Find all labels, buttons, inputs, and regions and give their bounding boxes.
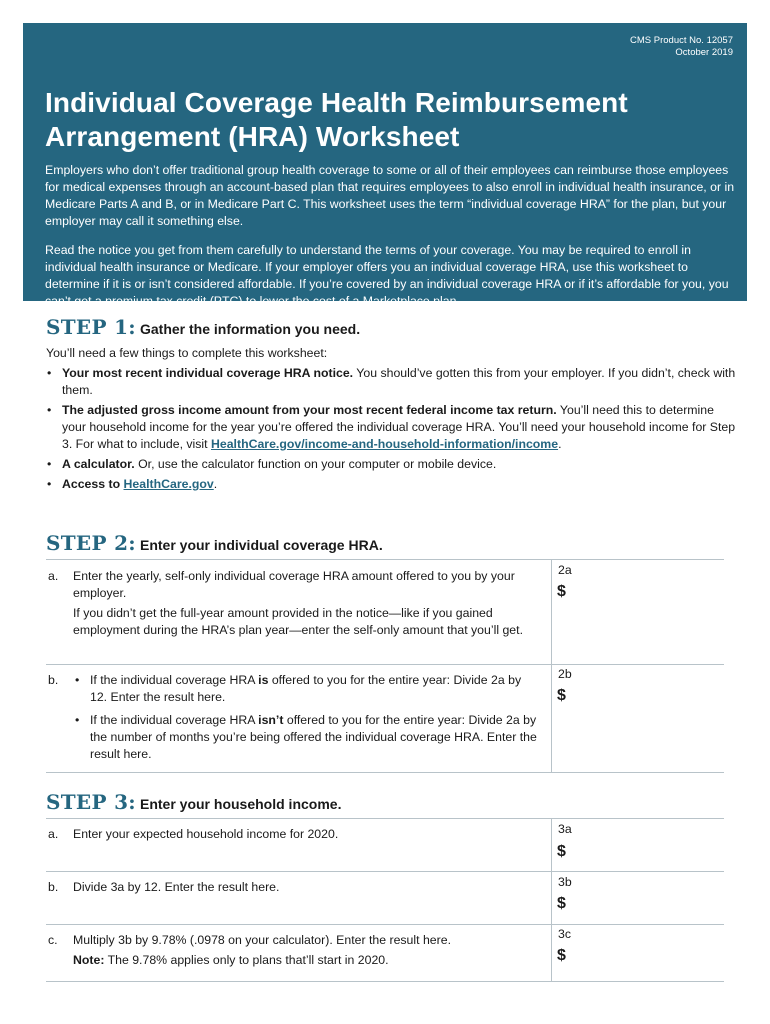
list-item: • Your most recent individual coverage HRA notice. You should’ve gotten this from your employer. If you didn’t, check with them. — [46, 365, 736, 399]
list-item: • The adjusted gross income amount from your most recent federal income tax return. You’ll need this to determine your household income for the year you’re offered the individual coverage HRA. You’ll need your household income for Step 3. For what to include, visit HealthCare.gov/income-and-household-information/income. — [46, 402, 736, 453]
page-title: Individual Coverage Health Reimbursement Arrangement (HRA) Worksheet — [45, 87, 628, 152]
header-banner — [23, 23, 747, 308]
divider — [46, 981, 724, 982]
list-item: • Access to HealthCare.gov. — [46, 476, 736, 493]
divider — [46, 559, 724, 560]
product-number: CMS Product No. 12057 — [630, 35, 733, 46]
intro-paragraph-1: Employers who don’t offer traditional group health coverage to some or all of their employees can reimburse those employees for medical expenses through an account-based plan that requires employees to also enroll in individual health insurance, or in Medicare Parts A and B, or in Medicare Part C. This worksheet uses the term “individual coverage HRA” for the plan, but your employer may call it something else. — [45, 163, 735, 228]
step2-row-b: b. • If the individual coverage HRA is offered to you for the entire year: Divide 2a by 12. Enter the result here. • If the individual coverage HRA isn’t offered to you for the entire year: Divide 2a by the number of months you’re being offered the individual coverage HRA. Enter the result here. — [48, 672, 538, 769]
step1-number: STEP 1: — [46, 315, 136, 339]
divider — [46, 818, 724, 819]
box-2b-input[interactable]: $ — [557, 687, 566, 704]
box-3a-input[interactable]: $ — [557, 843, 566, 860]
column-divider — [551, 559, 552, 773]
box-3a-label: 3a — [558, 822, 572, 836]
product-info — [630, 35, 733, 59]
divider — [46, 924, 724, 925]
step2-number: STEP 2: — [46, 531, 136, 555]
step3-row-c: c. Multiply 3b by 9.78% (.0978 on your calculator). Enter the result here. Note: The 9.78% applies only to plans that’ll start in 2020. — [48, 933, 451, 967]
step3-heading — [46, 790, 341, 814]
step3-row-a: a. Enter your expected household income for 2020. — [48, 827, 339, 841]
step2-row-a: a. Enter the yearly, self-only individual coverage HRA amount offered to you by your employer. If you didn’t get the full-year amount provided in the notice—like if you gained employment during the HRA’s plan year—enter the self-only amount that you’ll get. — [48, 569, 523, 637]
column-divider — [551, 818, 552, 981]
box-3c-input[interactable]: $ — [557, 947, 566, 964]
healthcare-link[interactable]: HealthCare.gov — [123, 477, 214, 491]
intro-paragraph-2: Read the notice you get from them carefully to understand the terms of your coverage. You may be required to enroll in individual health insurance or Medicare. If your employer offers you an individual coverage HRA, use this worksheet to determine if it is or isn’t considered affordable. If you’re covered by an individual coverage HRA or if it’s affordable for you, you can’t get a premium tax credit (PTC) to lower the cost of a Marketplace plan. — [45, 243, 729, 308]
list-item: • A calculator. Or, use the calculator function on your computer or mobile device. — [46, 456, 736, 473]
box-2a-label: 2a — [558, 563, 572, 577]
divider — [46, 871, 724, 872]
step3-number: STEP 3: — [46, 790, 136, 814]
step1-heading — [46, 315, 360, 339]
income-link[interactable]: HealthCare.gov/income-and-household-information/income — [211, 437, 559, 451]
box-2b-label: 2b — [558, 667, 572, 681]
step2-title: Enter your individual coverage HRA. — [139, 537, 383, 553]
box-3c-label: 3c — [558, 927, 571, 941]
step1-title: Gather the information you need. — [139, 321, 361, 337]
step1-list — [46, 365, 736, 496]
box-2a-input[interactable]: $ — [557, 583, 566, 600]
step1-intro: You’ll need a few things to complete this worksheet: — [46, 346, 328, 360]
step3-row-b: b. Divide 3a by 12. Enter the result here. — [48, 880, 280, 894]
step3-title: Enter your household income. — [139, 796, 342, 812]
divider — [46, 772, 724, 773]
step2-heading — [46, 531, 383, 555]
product-date: October 2019 — [675, 47, 733, 58]
box-3b-label: 3b — [558, 875, 572, 889]
divider — [46, 664, 724, 665]
box-3b-input[interactable]: $ — [557, 895, 566, 912]
